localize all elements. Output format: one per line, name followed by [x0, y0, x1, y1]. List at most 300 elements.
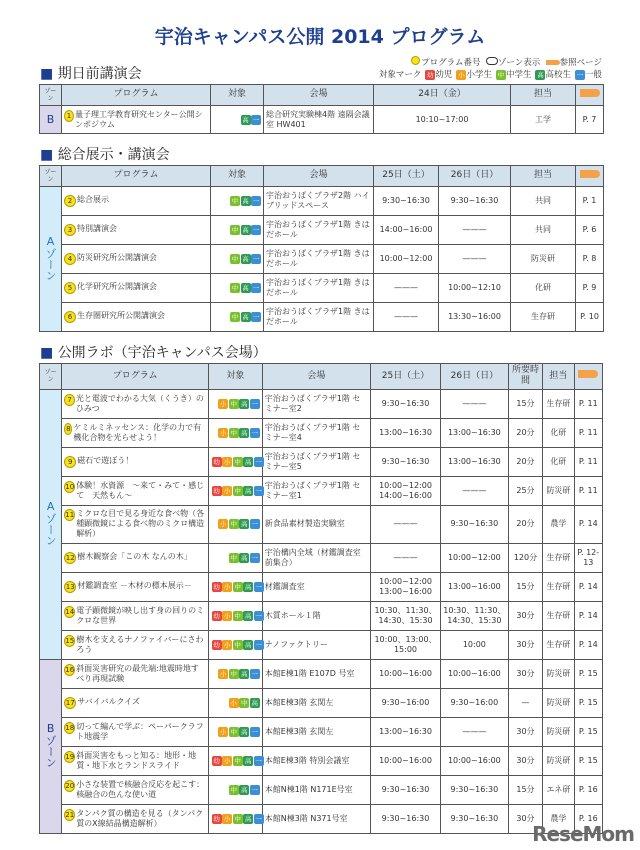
page-cell: P. 8	[576, 245, 604, 274]
date-cell: 10:00~16:00	[371, 746, 441, 775]
program-cell	[62, 274, 211, 303]
column-header: 対象	[211, 166, 264, 187]
target-badge-高: 高	[242, 197, 249, 205]
target-cell	[209, 447, 263, 476]
duration-cell: 30分	[508, 601, 542, 630]
program	[64, 697, 206, 709]
column-header: 25日（土）	[374, 166, 439, 187]
target-badges	[211, 698, 260, 708]
target-badge-幼: 幼	[427, 71, 434, 79]
target-cell	[211, 187, 264, 216]
column-header: ゾーン	[40, 166, 62, 187]
target-badge-一: 一	[255, 756, 262, 765]
zone-label: Aゾーン	[44, 234, 57, 281]
target-badge-高: 高	[244, 582, 252, 591]
department-cell: 工学	[511, 106, 576, 134]
target-cell	[209, 717, 263, 746]
zone-cell	[40, 659, 62, 833]
target-badges	[213, 254, 261, 264]
program-cell	[62, 572, 209, 601]
target-badge-高: 高	[244, 457, 252, 466]
venue-cell: 本館E棟3階 玄関左	[262, 688, 370, 717]
date-cell: ———	[371, 543, 441, 572]
target-badge-高: 高	[242, 255, 249, 263]
date-cell: 9:30~16:30	[374, 187, 439, 216]
zone-label: B	[46, 112, 55, 126]
column-header: 担当	[511, 166, 576, 187]
program-number: 2	[64, 195, 76, 207]
target-badge-一: 一	[252, 313, 260, 321]
section-title-1: ■ 期日前講演会	[40, 63, 142, 83]
program-cell	[62, 659, 209, 688]
target-badge-一: 一	[255, 611, 262, 620]
table-pre-lectures	[39, 84, 604, 134]
duration-cell: 30分	[508, 804, 542, 833]
target-badge-一: 一	[251, 399, 258, 408]
target-badge-中: 中	[231, 197, 239, 205]
target-cell	[211, 245, 264, 274]
table-row	[40, 630, 603, 659]
program-name: ケミルミネッセンス：化学の力で有機化合物を光らせよう！	[73, 422, 202, 442]
column-header: 担当	[511, 85, 576, 106]
target-badge-中: 中	[230, 669, 237, 678]
department-cell: 化研	[511, 274, 576, 303]
target-badge-一: 一	[255, 582, 262, 591]
target-badge-高: 高	[240, 399, 248, 408]
target-badge-中: 中	[230, 553, 237, 562]
target-badge-高: 高	[240, 428, 248, 437]
duration-cell: 25分	[508, 476, 542, 505]
target-badge-一: 一	[252, 284, 260, 292]
target-badge-一: 一	[252, 197, 260, 205]
program-number: 9	[64, 456, 76, 468]
department-cell: 生存研	[543, 543, 574, 572]
department-cell: エネ研	[543, 775, 574, 804]
target-badges	[213, 196, 261, 206]
program-number: 4	[64, 253, 76, 265]
date-cell: 14:00~16:00	[374, 216, 439, 245]
duration-cell: 30分	[508, 746, 542, 775]
program-name: 斜面災害研究の最先端:地震時地すべり再現試験	[76, 663, 199, 683]
program-name: 磁石で遊ぼう！	[77, 455, 134, 465]
target-badge-中: 中	[234, 814, 241, 823]
table-row	[40, 476, 603, 505]
target-badge-中: 中	[231, 226, 239, 234]
target-badge-幼: 幼	[213, 486, 220, 495]
target-cell	[211, 106, 264, 134]
target-badges	[211, 640, 260, 650]
duration-cell: 30分	[508, 717, 542, 746]
program	[64, 509, 206, 539]
date-cell: ———	[374, 303, 439, 332]
target-cell	[209, 572, 263, 601]
target-badge-一: 一	[255, 640, 262, 649]
venue-cell: 材鑑調査室	[262, 572, 370, 601]
duration-cell: 15分	[508, 572, 542, 601]
pointing-hand-icon	[580, 89, 600, 97]
table-row	[40, 775, 603, 804]
venue-cell: 宇治おうばくプラザ1階 セミナー室1	[262, 476, 370, 505]
venue-cell: 宇治おうばくプラザ1階 セミナー室2	[262, 389, 370, 418]
date-cell: 9:30~16:00	[440, 688, 508, 717]
date-cell: 10:30、11:30、14:30、15:30	[371, 601, 441, 630]
target-cell	[209, 505, 263, 543]
legend-target-中: 中学生	[505, 70, 532, 80]
date-cell: 13:00~16:30	[371, 418, 441, 447]
target-badge-高: 高	[537, 71, 544, 79]
target-badges	[211, 428, 260, 438]
target-badges	[213, 115, 261, 125]
date-cell: 13:00~16:30	[371, 717, 441, 746]
target-badge-小: 小	[219, 727, 227, 736]
target-badges	[213, 225, 261, 235]
target-badge-高: 高	[240, 520, 248, 528]
program-number-icon	[411, 56, 420, 65]
target-badge-一: 一	[255, 457, 262, 466]
date-cell: 13:30~16:00	[439, 303, 511, 332]
program-number: 21	[65, 810, 75, 819]
date-cell: 10:00~12:00	[374, 245, 439, 274]
target-cell	[211, 303, 264, 332]
date-cell: ———	[439, 245, 511, 274]
legend-target-label: 対象マーク	[378, 70, 422, 80]
legend-program-number: プログラム番号	[421, 58, 481, 68]
page-cell: P. 15	[574, 659, 602, 688]
department-cell: 生存研	[543, 389, 574, 418]
venue-cell: 本館N棟1階 N171E号室	[262, 775, 370, 804]
date-cell: 9:30~16:30	[371, 389, 441, 418]
page-cell: P. 1	[576, 187, 604, 216]
program-cell	[62, 476, 209, 505]
target-badge-一: 一	[251, 727, 258, 736]
page-cell: P. 10	[576, 303, 604, 332]
venue-cell: 総合研究実験棟4階 遠隔会議室 HW401	[264, 106, 374, 134]
target-badge-小: 小	[223, 814, 231, 823]
date-cell: 10:00	[440, 630, 508, 659]
legend-zone: ゾーン表示	[497, 58, 541, 68]
header-row	[40, 166, 604, 187]
target-badge-一: 一	[251, 785, 258, 794]
page-title: 宇治キャンパス公開 2014 プログラム	[154, 26, 486, 48]
department-cell: 化研	[543, 447, 574, 476]
program-number: 20	[65, 781, 75, 790]
page-cell: P. 14	[574, 601, 602, 630]
target-badges	[211, 756, 260, 766]
target-badge-中: 中	[230, 785, 237, 794]
venue-cell: 宇治おうばくプラザ1階 きはだホール	[264, 245, 374, 274]
page-cell: P. 14	[574, 572, 602, 601]
department-cell: 共同	[511, 187, 576, 216]
table-row	[40, 601, 603, 630]
legend-target-一: 一般	[584, 70, 602, 80]
column-header: 会場	[262, 364, 370, 390]
target-badge-高: 高	[242, 115, 249, 124]
page-cell: P. 16	[574, 804, 602, 833]
target-badge-一: 一	[251, 520, 258, 528]
target-badge-小: 小	[219, 669, 227, 678]
target-badge-中: 中	[234, 756, 241, 765]
target-badge-幼: 幼	[213, 457, 220, 466]
column-header: 26日（日）	[440, 364, 508, 390]
page-cell: P. 14	[574, 505, 602, 543]
target-badge-中: 中	[230, 428, 237, 437]
zone-icon	[486, 57, 498, 65]
program-number: 12	[65, 553, 75, 562]
program	[64, 311, 208, 323]
table-row	[40, 303, 604, 332]
page-cell: P. 7	[576, 106, 604, 134]
department-cell: 生存研	[543, 601, 574, 630]
table-exhibition-lectures	[39, 165, 604, 332]
program-name: サバイバルクイズ	[77, 696, 140, 706]
target-badges	[211, 814, 260, 824]
venue-cell: 宇治おうばくプラザ1階 きはだホール	[264, 216, 374, 245]
pointing-hand-icon	[580, 170, 600, 178]
zone-label: Bゾーン	[44, 721, 58, 768]
date-cell: ———	[440, 476, 508, 505]
target-badge-小: 小	[223, 756, 231, 765]
target-badge-高: 高	[244, 814, 252, 823]
target-badge-小: 小	[223, 611, 231, 620]
program-cell	[62, 245, 211, 274]
column-header: 26日（日）	[439, 166, 511, 187]
venue-cell: 宇治おうばくプラザ1階 セミナー室4	[262, 418, 370, 447]
target-badge-高: 高	[244, 640, 252, 649]
target-cell	[209, 746, 263, 775]
target-badge-高: 高	[251, 698, 258, 707]
table-row	[40, 418, 603, 447]
target-badges	[211, 582, 260, 592]
program-number: 8	[66, 424, 71, 433]
table-row	[40, 274, 604, 303]
target-cell	[209, 389, 263, 418]
venue-cell: 本館E棟3階 特別会議室	[262, 746, 370, 775]
program	[64, 394, 206, 414]
program-number: 17	[65, 698, 75, 707]
column-header: プログラム	[62, 166, 211, 187]
target-badge-幼: 幼	[213, 640, 220, 649]
date-cell: 10:00~12:00 14:00~16:00	[371, 476, 441, 505]
target-badge-中: 中	[234, 611, 241, 620]
venue-cell: 新食品素材製造実験室	[262, 505, 370, 543]
date-cell: 9:30~16:30	[440, 775, 508, 804]
zone-cell	[40, 106, 62, 134]
venue-cell: 宇治構内全域（材鑑調査室前集合）	[262, 543, 370, 572]
date-cell: 10:00~12:10	[439, 274, 511, 303]
pointing-hand-icon	[578, 370, 598, 378]
program	[64, 253, 208, 265]
department-cell: 防災研	[543, 688, 574, 717]
target-badge-高: 高	[240, 727, 248, 736]
target-badge-小: 小	[223, 582, 231, 591]
target-cell	[209, 601, 263, 630]
target-badge-小: 小	[223, 457, 231, 466]
venue-cell: 木質ホール１階	[262, 601, 370, 630]
program-name: 小さな装置で核融合反応を起こす：核融合の色んな使い道	[76, 779, 205, 799]
target-badge-幼: 幼	[213, 756, 220, 765]
header-row	[40, 364, 603, 390]
program-number: 10	[65, 482, 75, 491]
date-cell: 10:00~16:00	[440, 659, 508, 688]
date-cell: 13:00~16:00	[440, 572, 508, 601]
resemom-logo: ReseMom	[532, 822, 634, 846]
department-cell: 農学	[543, 804, 574, 833]
target-badge-一: 一	[251, 553, 258, 562]
target-badge-中: 中	[497, 71, 505, 79]
program-cell	[62, 630, 209, 659]
pointing-hand-icon	[546, 60, 560, 65]
table-row	[40, 447, 603, 476]
venue-cell: 宇治おうばくプラザ2階 ハイブリッドスペース	[264, 187, 374, 216]
legend-targets	[379, 68, 602, 80]
program	[64, 456, 206, 468]
program-name: 樹木観察会「この木 なんの木」	[77, 551, 192, 561]
date-cell: ———	[374, 274, 439, 303]
target-cell	[209, 659, 263, 688]
date-cell: 10:10~17:00	[374, 106, 511, 134]
target-badges	[211, 669, 260, 679]
target-badge-高: 高	[244, 611, 252, 620]
table-row	[40, 804, 603, 833]
target-badge-中: 中	[240, 698, 248, 707]
target-badges	[211, 727, 260, 737]
department-cell: 防災研	[511, 245, 576, 274]
page-cell: P. 14	[574, 630, 602, 659]
target-badge-高: 高	[242, 313, 249, 321]
target-badges	[211, 519, 260, 529]
legend-target-小: 小学生	[466, 70, 492, 80]
program-cell	[62, 505, 209, 543]
page-cell: P. 9	[576, 274, 604, 303]
duration-cell: 20分	[508, 505, 542, 543]
table-row	[40, 717, 603, 746]
program-number: 15	[65, 636, 75, 645]
table-open-labs	[39, 363, 603, 834]
target-badge-高: 高	[244, 756, 252, 765]
target-badge-一: 一	[251, 428, 258, 437]
date-cell: 10:00~16:00	[371, 659, 441, 688]
program-cell	[62, 418, 209, 447]
date-cell: ———	[371, 505, 441, 543]
venue-cell: 宇治おうばくプラザ1階 セミナー室5	[262, 447, 370, 476]
department-cell: 農学	[543, 505, 574, 543]
program-number: 11	[65, 511, 75, 519]
department-cell: 共同	[511, 216, 576, 245]
column-header: 所要時間	[508, 364, 542, 390]
target-badges	[211, 486, 260, 496]
legend-target-高: 高校生	[545, 70, 571, 80]
date-cell: 13:00~16:30	[440, 447, 508, 476]
duration-cell: 15分	[508, 389, 542, 418]
date-cell: 9:30~16:30	[440, 804, 508, 833]
program-name: 樹木を支えるナノファイバーにさわろう	[76, 634, 204, 654]
table-row	[40, 216, 604, 245]
program-cell	[62, 688, 209, 717]
venue-cell: 宇治おうばくプラザ1階 きはだホール	[264, 274, 374, 303]
program-number: 18	[65, 723, 75, 732]
target-badge-中: 中	[231, 313, 239, 321]
program-number: 5	[64, 282, 76, 294]
target-badge-一: 一	[255, 486, 262, 495]
legend-line1	[411, 56, 602, 68]
program	[64, 664, 206, 684]
target-badge-高: 高	[240, 785, 248, 794]
date-cell: 9:30~16:30	[371, 775, 441, 804]
program	[64, 110, 208, 130]
program-name: 防災研究所公開講演会	[77, 253, 157, 262]
target-badge-中: 中	[234, 582, 241, 591]
department-cell: 防災研	[543, 746, 574, 775]
column-header: 24日（金）	[374, 85, 511, 106]
target-badges	[211, 785, 260, 795]
section-title-3: ■ 公開ラボ（宇治キャンパス会場）	[40, 342, 267, 362]
table-row	[40, 245, 604, 274]
program-cell	[62, 106, 211, 134]
department-cell: 防災研	[543, 717, 574, 746]
target-badge-中: 中	[234, 640, 241, 649]
section-title-2: ■ 総合展示・講演会	[40, 144, 170, 164]
column-header: 会場	[264, 166, 374, 187]
target-badge-幼: 幼	[213, 611, 220, 620]
program	[64, 780, 206, 800]
program-name: 材鑑調査室 －木材の標本展示－	[77, 580, 192, 590]
program	[64, 224, 208, 236]
program	[64, 195, 208, 207]
program-number: 3	[64, 224, 76, 236]
venue-cell: ナノファクトリー	[262, 630, 370, 659]
program-cell	[62, 717, 209, 746]
target-badge-高: 高	[242, 226, 249, 234]
table-row	[40, 187, 604, 216]
target-cell	[209, 688, 263, 717]
date-cell: 10:00、13:00、15:00	[371, 630, 441, 659]
target-cell	[209, 476, 263, 505]
program-name: 斜面災害をもっと知る：地形・地質・地下水とランドスライド	[76, 750, 197, 770]
table-row	[40, 659, 603, 688]
target-badge-中: 中	[231, 255, 239, 263]
program-name: 体験！水資源 ～来て・みて・感じて 天然もん～	[76, 480, 205, 500]
program-cell	[62, 389, 209, 418]
target-badge-中: 中	[230, 520, 237, 528]
target-badges	[211, 611, 260, 621]
program-number: 13	[65, 582, 75, 591]
page-cell: P. 15	[574, 688, 602, 717]
program	[64, 481, 206, 501]
program-name: 特別講演会	[77, 224, 117, 233]
department-cell: 防災研	[543, 476, 574, 505]
date-cell: 13:00~16:30	[440, 418, 508, 447]
page-cell: P. 11	[574, 418, 602, 447]
department-cell: 生存研	[543, 630, 574, 659]
column-header-page	[574, 364, 602, 390]
page-cell: P. 11	[574, 476, 602, 505]
program	[64, 606, 206, 626]
date-cell: 9:30~16:30	[371, 447, 441, 476]
target-badge-中: 中	[234, 457, 241, 466]
legend-ref-page: 参照ページ	[559, 58, 602, 68]
date-cell: 9:30~16:30	[371, 804, 441, 833]
program-name: 光と電波でわかる大気（くうき）のひみつ	[75, 393, 204, 413]
column-header-page	[576, 85, 604, 106]
target-cell	[211, 274, 264, 303]
target-badge-中: 中	[234, 486, 241, 495]
column-header: 対象	[209, 364, 263, 390]
target-badge-小: 小	[230, 698, 237, 707]
target-badge-一: 一	[252, 255, 260, 263]
page-cell: P. 11	[574, 389, 602, 418]
target-badges	[211, 457, 260, 467]
date-cell: 10:00~12:00 13:00~16:00	[371, 572, 441, 601]
